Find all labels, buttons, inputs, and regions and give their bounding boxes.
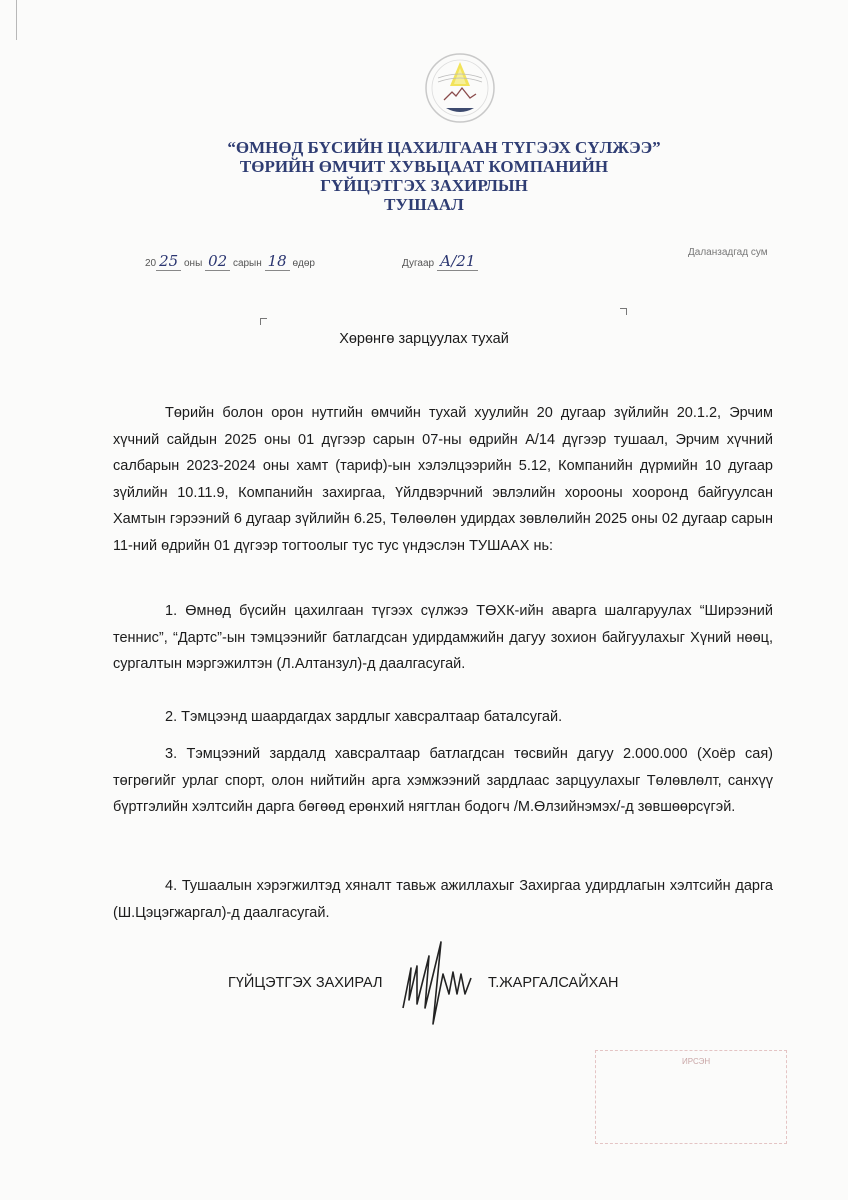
order-item-text: 3. Тэмцээний зардалд хавсралтаар батлагдсан төсвийн дагуу 2.000.000 (Хоёр сая) төгрөгийг урлаг спорт, олон нийтийн арга хэмжээний зардлаас зарцуулахыг Төлөвлөлт, санхүү бүртгэлийн хэлтсийн дарга бөгөөд ерөнхий нягтлан бодогч /М.Өлзийнэмэх/-д зөвшөөрсүгэй. bbox=[113, 746, 773, 815]
signatory-name: Т.ЖАРГАЛСАЙХАН bbox=[488, 975, 619, 991]
letterhead bbox=[0, 138, 848, 214]
page-edge bbox=[16, 0, 17, 40]
preamble-text: Төрийн болон орон нутгийн өмчийн тухай хуулийн 20 дугаар зүйлийн 20.1.2, Эрчим хүчний сайдын 2025 оны 01 дүгээр сарын 07-ны өдрийн А/14 дүгээр тушаал, Эрчим хүчний салбарын 2023-2024 оны хамт (тариф)-ын хэлэлцээрийн 5.12, Компанийн дүрмийн 10 дугаар зүйлийн 10.11.9, Компанийн захиргаа, Үйлдвэрчний эвлэлийн хорооны хооронд байгуулсан Хамтын гэрээний 6 дугаар зүйлийн 6.25, Төлөөлөн удирдах зөвлөлийн 2025 оны 02 дугаар сарын 11-ний өдрийн 01 дүгээр тогтоолыг тус тус үндэслэн ТУШААХ нь: bbox=[113, 405, 773, 554]
order-title: Хөрөнгө зарцуулах тухай bbox=[339, 331, 509, 347]
corner-mark-left bbox=[260, 318, 267, 325]
year-handwritten: 25 bbox=[156, 252, 181, 271]
month-label: сарын bbox=[232, 258, 262, 269]
signatory-position: ГҮЙЦЭТГЭХ ЗАХИРАЛ bbox=[228, 975, 383, 991]
letterhead-doc-type: ТУШААЛ bbox=[384, 195, 464, 214]
month-handwritten: 02 bbox=[205, 252, 230, 271]
letterhead-office: ГҮЙЦЭТГЭХ ЗАХИРЛЫН bbox=[320, 176, 528, 195]
number-handwritten: А/21 bbox=[437, 252, 479, 271]
order-item-4 bbox=[113, 873, 773, 926]
handwritten-signature-icon bbox=[395, 938, 485, 1028]
place: Даланзадгад сум bbox=[688, 247, 768, 258]
order-item-2 bbox=[113, 704, 773, 731]
corner-mark-right bbox=[620, 308, 627, 315]
day-handwritten: 18 bbox=[265, 252, 290, 271]
letterhead-company-name: “ӨМНӨД БҮСИЙН ЦАХИЛГААН ТҮГЭЭХ СҮЛЖЭЭ” bbox=[227, 138, 661, 157]
order-item-text: 2. Тэмцээнд шаардагдах зардлыг хавсралтаар баталсугай. bbox=[165, 709, 563, 725]
stamp-label: ИРСЭН bbox=[682, 1057, 711, 1066]
received-stamp bbox=[595, 1050, 787, 1144]
order-item-1 bbox=[113, 598, 773, 678]
year-prefix: 20 bbox=[145, 258, 157, 269]
order-date bbox=[145, 252, 315, 270]
order-item-text: 1. Өмнөд бүсийн цахилгаан түгээх сүлжээ ТӨХК-ийн аварга шалгаруулах “Ширээний теннис”, “Дартс”-ын тэмцээнийг батлагдсан удирдамжийн дагуу зохион байгуулахыг Хүний нөөц, сургалтын мэргэжилтэн (Л.Алтанзул)-д даалгасугай. bbox=[113, 603, 773, 672]
letterhead-company-type: ТӨРИЙН ӨМЧИТ ХУВЬЦААТ КОМПАНИЙН bbox=[239, 157, 609, 176]
order-number bbox=[402, 252, 478, 270]
order-item-text: 4. Тушаалын хэрэгжилтэд хяналт тавьж ажиллахыг Захиргаа удирдлагын хэлтсийн дарга (Ш.Цэцэгжаргал)-д даалгасугай. bbox=[113, 878, 773, 921]
day-label: өдөр bbox=[292, 258, 315, 269]
order-item-3 bbox=[113, 741, 773, 821]
number-label: Дугаар bbox=[402, 258, 435, 269]
company-emblem-icon bbox=[420, 48, 500, 128]
year-label: оны bbox=[184, 258, 203, 269]
preamble bbox=[113, 400, 773, 559]
